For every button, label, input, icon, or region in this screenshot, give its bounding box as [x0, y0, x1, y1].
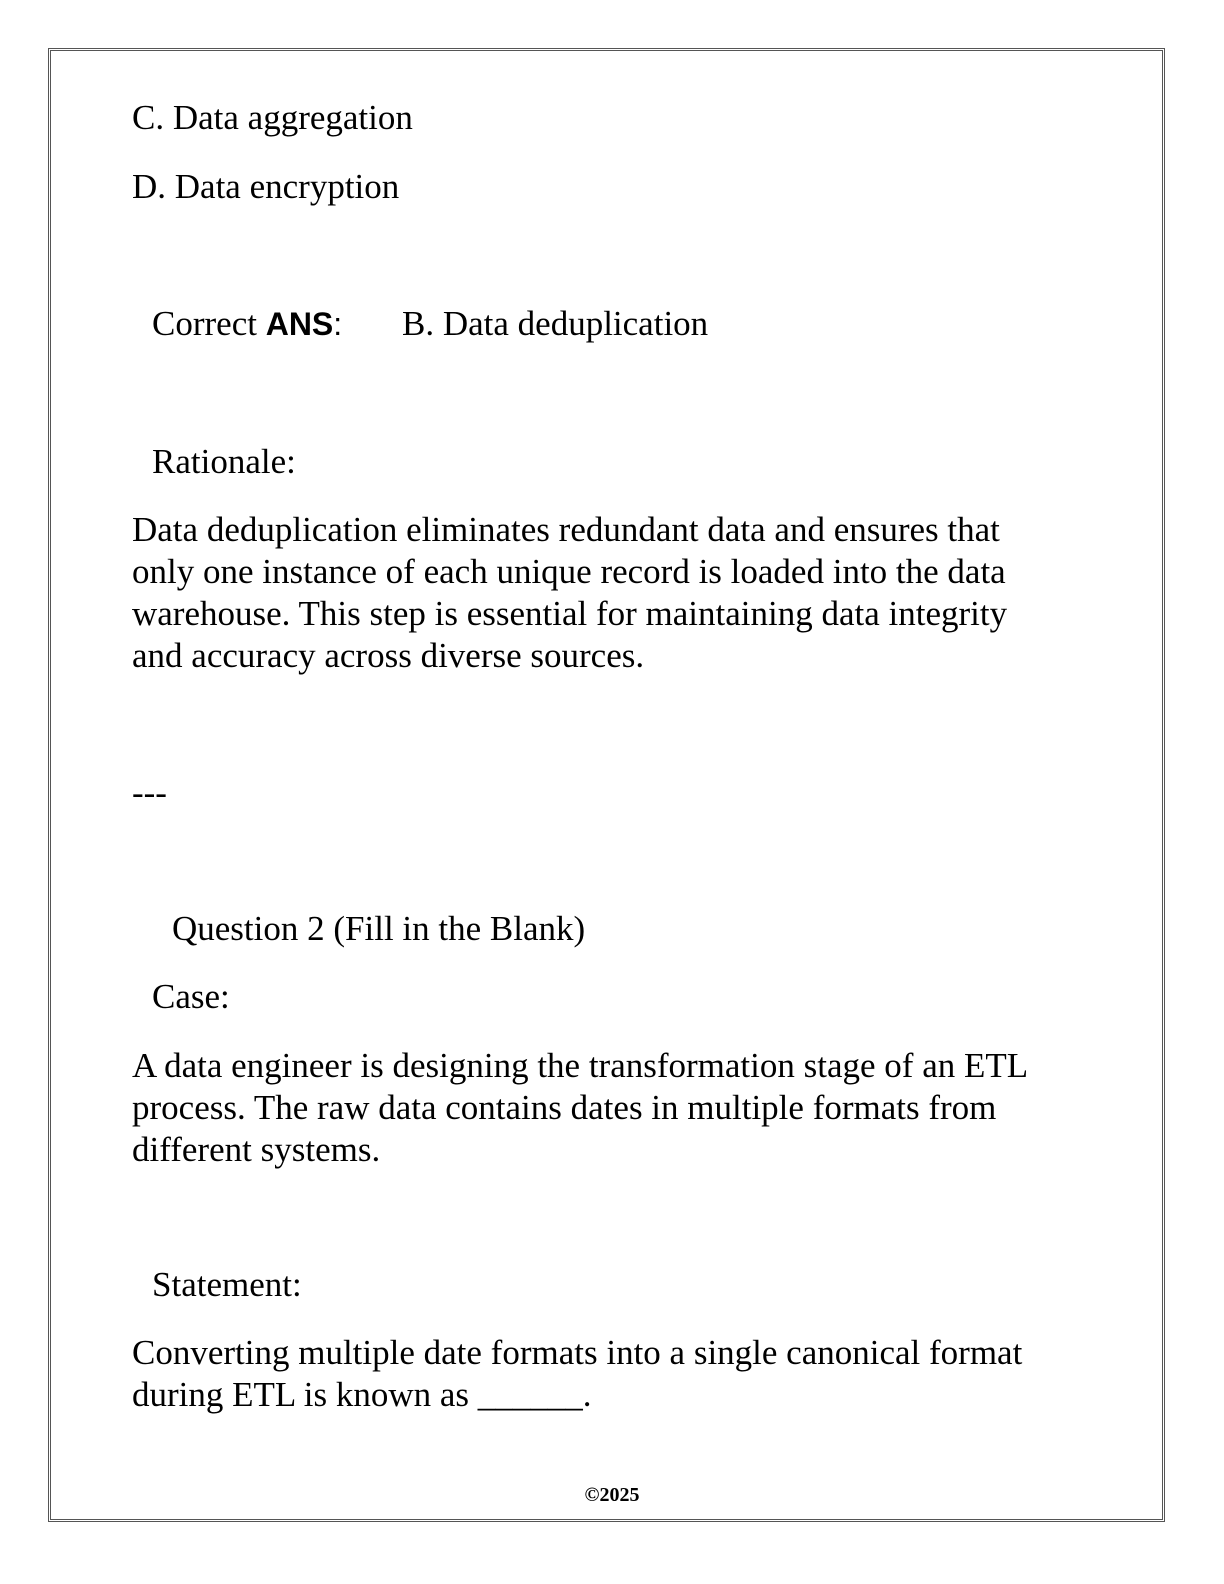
statement-line: during ETL is known as ______. [132, 1375, 592, 1414]
case-line: different systems. [132, 1130, 381, 1169]
section-separator: --- [132, 773, 167, 812]
rationale-paragraph [132, 509, 1072, 677]
correct-answer-prefix: Correct [152, 304, 266, 343]
correct-answer-line [152, 303, 342, 345]
ans-label: ANS [265, 306, 334, 342]
statement-line: Converting multiple date formats into a single canonical format [132, 1333, 1023, 1372]
rationale-line: only one instance of each unique record is loaded into the data [132, 552, 1006, 591]
case-line: A data engineer is designing the transformation stage of an ETL [132, 1046, 1029, 1085]
statement-heading: Statement: [152, 1265, 302, 1304]
ans-colon: : [333, 306, 343, 342]
case-heading: Case: [152, 977, 230, 1016]
rationale-line: warehouse. This step is essential for maintaining data integrity [132, 594, 1008, 633]
rationale-heading: Rationale: [152, 442, 296, 481]
copyright-footer: ©2025 [584, 1484, 640, 1506]
statement-paragraph [132, 1332, 1072, 1416]
case-line: process. The raw data contains dates in multiple formats from [132, 1088, 997, 1127]
case-paragraph [132, 1045, 1072, 1171]
question-title: Question 2 (Fill in the Blank) [172, 909, 586, 948]
correct-answer-value: B. Data deduplication [402, 304, 709, 343]
rationale-line: and accuracy across diverse sources. [132, 636, 645, 675]
option-d: D. Data encryption [132, 167, 400, 206]
rationale-line: Data deduplication eliminates redundant data and ensures that [132, 510, 1000, 549]
option-c: C. Data aggregation [132, 98, 413, 137]
